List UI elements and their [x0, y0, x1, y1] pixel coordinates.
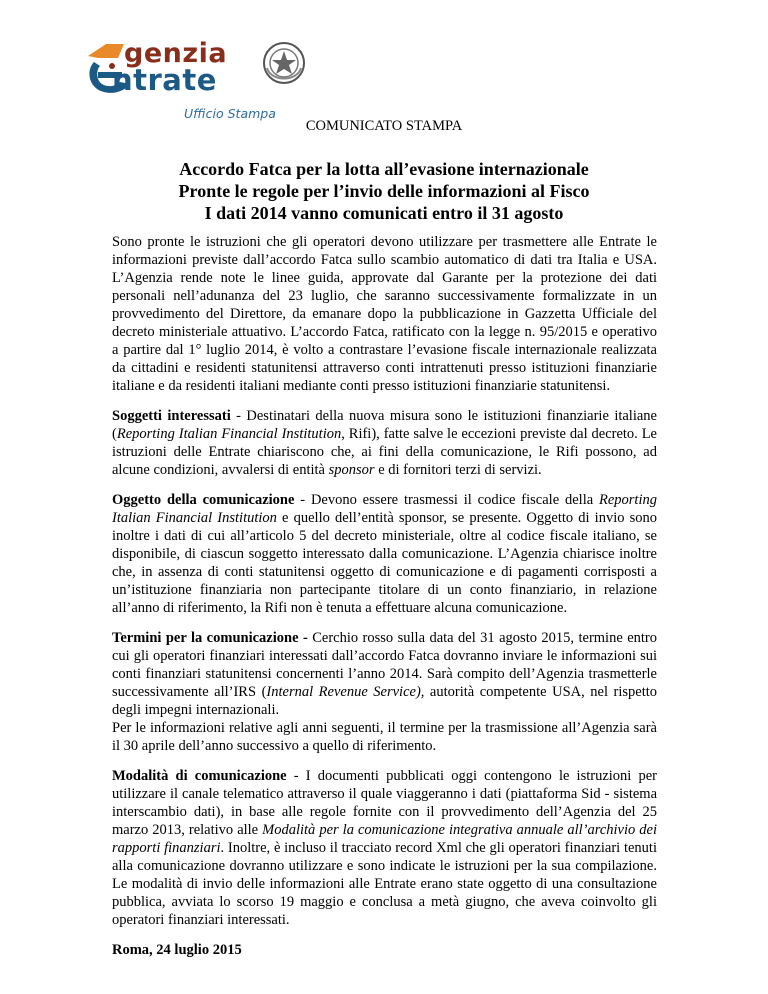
headline-line: I dati 2014 vanno comunicati entro il 31 agosto [204, 203, 564, 223]
headline-line: Accordo Fatca per la lotta all’evasione internazionale [179, 159, 589, 179]
italic-term: Reporting Italian Financial Institution [116, 426, 342, 442]
article-body [112, 233, 657, 959]
section-lead: Modalità di comunicazione [112, 768, 287, 784]
section-paragraph: Soggetti interessati - Destinatari della nuova misura sono le istituzioni finanziarie italiane (Reporting Italian Financial Institution, Rifi), fatte salve le eccezioni previste dal decreto. Le istruzioni delle Entrate chiariscono che, ai fini della comunicazione, le Rifi possono, ad alcune condizioni, avvalersi di entità sponsor e di fornitori terzi di servizi. [112, 408, 657, 478]
office-label: Ufficio Stampa [184, 106, 276, 121]
section-paragraph: Oggetto della comunicazione - Devono essere trasmessi il codice fiscale della Reporting Italian Financial Institution e quello dell’entità sponsor, se presente. Oggetto di invio sono inoltre i dati di cui all’articolo 5 del decreto ministeriale, oltre al codice fiscale italiano, se disponibile, di ciascun soggetto interessato dalla comunicazione. L’Agenzia chiarisce inoltre che, in assenza di conti statunitensi oggetto di comunicazione e di pagamenti corrisposti a un’istituzione finanziaria non partecipante titolare di un conto finanziario, in relazione all’anno di riferimento, la Rifi non è tenuta a effettuare alcuna comunicazione. [112, 492, 657, 616]
italic-term: sponsor [328, 462, 375, 478]
logo-text-agenzia: genzia [124, 38, 228, 69]
italian-republic-emblem-icon [261, 38, 307, 88]
section-lead: Soggetti interessati [112, 408, 231, 424]
intro-paragraph: Sono pronte le istruzioni che gli operatori devono utilizzare per trasmettere alle Entrate le informazioni previste dall’accordo Fatca sullo scambio automatico di dati tra Italia e USA. L’Agenzia rende note le linee guida, approvate dal Garante per la protezione dei dati personali nell’adunanza del 23 luglio, che saranno successivamente formalizzate in un provvedimento del Direttore, da emanare dopo la pubblicazione in Gazzetta Ufficiale del decreto ministeriale attuativo. L’accordo Fatca, ratificato con la legge n. 95/2015 e operativo a partire dal 1° luglio 2014, è volto a contrastare l’evasione fiscale internazionale realizzata da cittadini e residenti statunitensi attraverso conti intrattenuti presso istituzioni finanziarie italiane e da residenti italiani mediante conti presso istituzioni finanziarie statunitensi. [112, 234, 657, 394]
agenzia-entrate-logo [84, 34, 304, 124]
section-lead: Termini per la comunicazione - [112, 630, 308, 646]
headline-line: Pronte le regole per l’invio delle informazioni al Fisco [178, 181, 590, 201]
logo-text-entrate: ntrate [112, 63, 217, 97]
section-paragraph: Modalità di comunicazione - I documenti pubblicati oggi contengono le istruzioni per utilizzare il canale telematico attraverso il quale viaggeranno i dati (piattaforma Sid - sistema interscambio dati), in base alle regole fornite con il provvedimento dell’Agenzia del 25 marzo 2013, relativo alle Modalità per la comunicazione integrativa annuale all’archivio dei rapporti finanziari. Inoltre, è incluso il tracciato record Xml che gli operatori finanziari tenuti alla comunicazione dovranno utilizzare e sono indicate le istruzioni per la sua compilazione. Le modalità di invio delle informazioni alle Entrate erano state oggetto di una consultazione pubblica, avviata lo scorso 19 maggio e conclusa a metà giugno, che aveva coinvolto gli operatori finanziari interessati. [112, 768, 657, 928]
section-paragraph: Termini per la comunicazione - Cerchio rosso sulla data del 31 agosto 2015, termine entro cui gli operatori finanziari interessati dall’accordo Fatca dovranno inviare le informazioni sui conti finanziari statunitensi concernenti l’anno 2014. Sarà compito dell’Agenzia trasmetterle successivamente all’IRS (Internal Revenue Service), autorità competente USA, nel rispetto degli impegni internazionali. Per le informazioni relative agli anni seguenti, il termine per la trasmissione all’Agenzia sarà il 30 aprile dell’anno successivo a quello di riferimento. [112, 630, 658, 754]
section-lead: Oggetto della comunicazione [112, 492, 295, 508]
place-date-signoff: Roma, 24 luglio 2015 [112, 942, 242, 958]
italic-term: Internal Revenue Service), [266, 684, 425, 700]
italic-term: Modalità per la comunicazione integrativa annuale all’archivio dei rapporti finanziari [112, 822, 657, 856]
italic-term: Reporting Italian Financial Institution [112, 492, 657, 526]
press-release-kicker: COMUNICATO STAMPA [305, 118, 463, 134]
headline-block [0, 158, 768, 224]
